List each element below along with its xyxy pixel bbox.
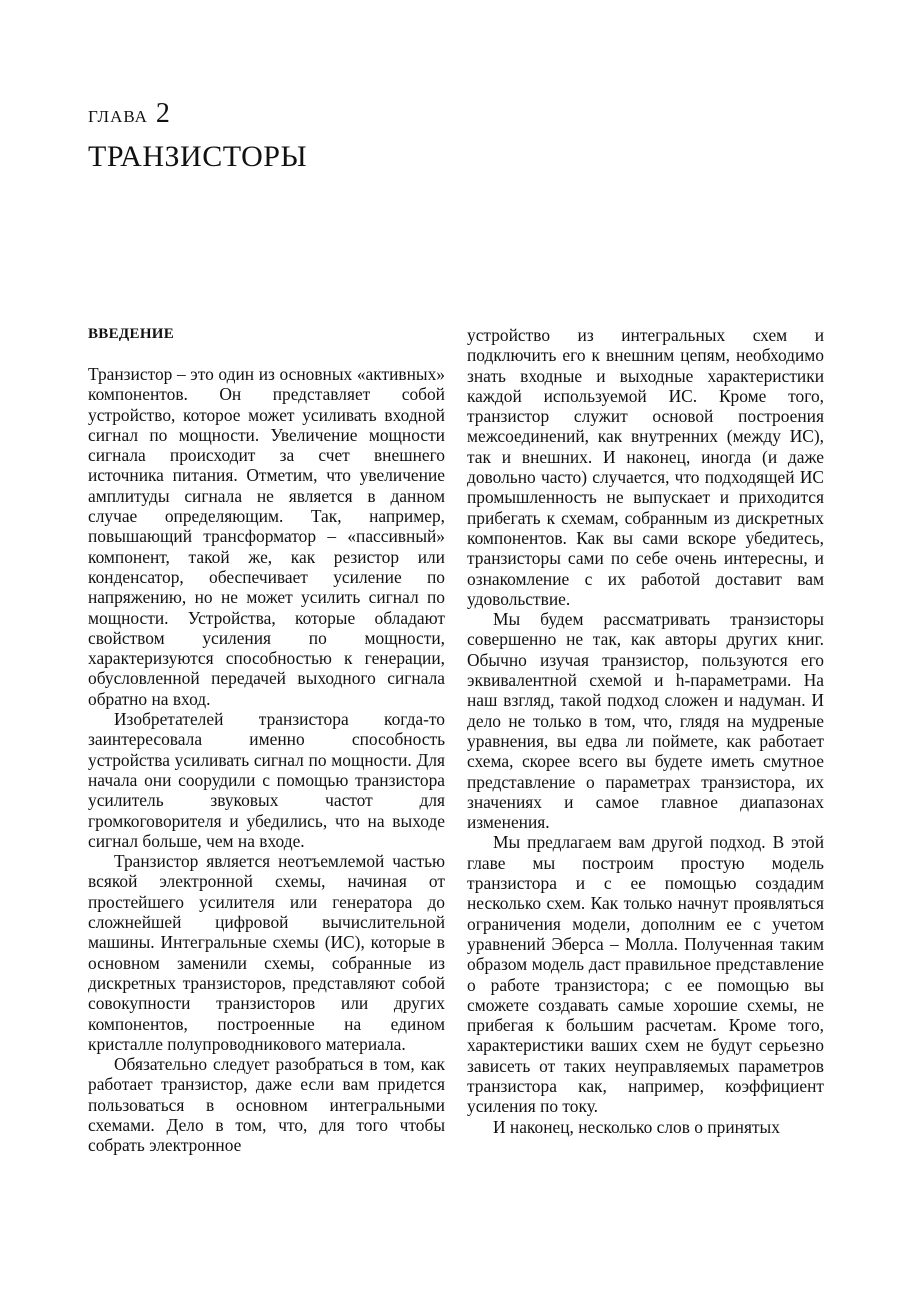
chapter-label xyxy=(88,100,170,128)
paragraph: Обязательно следует разобраться в том, как работает транзистор, даже если вам придется пользоваться в основном интегральными схемами. Дело в том, что, для того чтобы собрать электронное xyxy=(88,1054,445,1156)
paragraph: Мы предлагаем вам другой подход. В этой главе мы построим простую модель транзистора и с ее помощью создадим несколько схем. Как только начнут проявляться ограничения модели, дополним ее с учетом уравнений Эберса – Молла. Полученная таким образом модель даст правильное представление о работе транзистора; с ее помощью вы сможете создавать самые хорошие схемы, не прибегая к большим расчетам. Кроме того, характеристики ваших схем не будут серьезно зависеть от таких неуправляемых параметров транзистора как, например, коэффициент усиления по току. xyxy=(467,832,824,1117)
paragraph: Мы будем рассматривать транзисторы совершенно не так, как авторы других книг. Обычно изучая транзистор, пользуются его эквивалентной схемой и h-параметрами. На наш взгляд, такой подход сложен и надуман. И дело не только в том, что, глядя на мудреные уравнения, вы едва ли поймете, как работает схема, скорее всего вы будете иметь смутное представление о параметрах транзистора, их значениях и самое главное диапазонах изменения. xyxy=(467,609,824,833)
paragraph: Транзистор является неотъемлемой частью всякой электронной схемы, начиная от простейшего усилителя или генератора до сложнейшей цифровой вычислительной машины. Интегральные схемы (ИС), которые в основном заменили схемы, собранные из дискретных транзисторов, представляют собой совокупности транзисторов или других компонентов, построенные на едином кристалле полупроводникового материала. xyxy=(88,851,445,1054)
chapter-title: ТРАНЗИСТОРЫ xyxy=(88,140,308,173)
left-column xyxy=(88,320,445,1156)
paragraph: И наконец, несколько слов о принятых xyxy=(493,1116,780,1137)
chapter-word: ГЛАВА xyxy=(88,107,148,126)
right-column xyxy=(467,325,824,1137)
paragraph: Изобретателей транзистора когда-то заинтересовала именно способность устройства усиливать сигнал по мощности. Для начала они соорудили с помощью транзистора усилитель звуковых частот для громкоговорителя и убедились, что на выходе сигнал больше, чем на входе. xyxy=(88,709,445,851)
paragraph: устройство из интегральных схем и подключить его к внешним цепям, необходимо знать входные и выходные характеристики каждой используемой ИС. Кроме того, транзистор служит основой построения межсоединений, как внутренних (между ИС), так и внешних. И наконец, иногда (и даже довольно часто) случается, что подходящей ИС промышленность не выпускает и приходится прибегать к схемам, собранным из дискретных компонентов. Как вы сами вскоре убедитесь, транзисторы сами по себе очень интересны, и ознакомление с их работой доставит вам удовольствие. xyxy=(467,325,824,609)
chapter-number: 2 xyxy=(155,98,171,129)
section-heading: ВВЕДЕНИЕ xyxy=(88,326,175,342)
paragraph: Транзистор – это один из основных «активных» компонентов. Он представляет собой устройство, которое может усиливать входной сигнал по мощности. Увеличение мощности сигнала происходит за счет внешнего источника питания. Отметим, что увеличение амплитуды сигнала не является в данном случае определяющим. Так, например, повышающий трансформатор – «пассивный» компонент, такой же, как резистор или конденсатор, обеспечивает усиление по напряжению, но не может усилить сигнал по мощности. Устройства, которые обладают свойством усиления по мощности, характеризуются способностью к генерации, обусловленной передачей выходного сигнала обратно на вход. xyxy=(88,364,445,709)
